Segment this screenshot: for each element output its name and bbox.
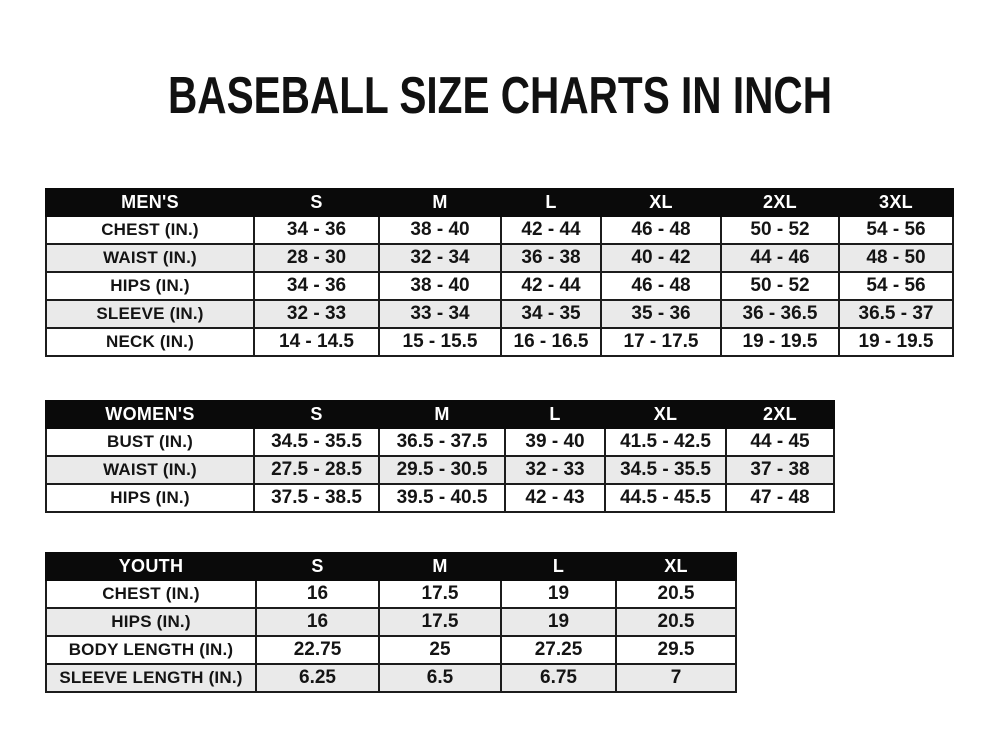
size-value-cell: 36.5 - 37.5 bbox=[379, 428, 505, 456]
size-value-cell: 6.25 bbox=[256, 664, 379, 692]
size-value-cell: 36 - 36.5 bbox=[721, 300, 839, 328]
row-label: NECK (IN.) bbox=[46, 328, 254, 356]
table-row bbox=[46, 216, 953, 244]
size-value-cell: 6.5 bbox=[379, 664, 501, 692]
size-value-cell: 42 - 43 bbox=[505, 484, 605, 512]
column-header-s: S bbox=[254, 189, 379, 216]
size-value-cell: 34.5 - 35.5 bbox=[254, 428, 379, 456]
size-value-cell: 40 - 42 bbox=[601, 244, 721, 272]
column-header-m: M bbox=[379, 189, 501, 216]
column-header-s: S bbox=[254, 401, 379, 428]
size-value-cell: 54 - 56 bbox=[839, 272, 953, 300]
column-header-2xl: 2XL bbox=[721, 189, 839, 216]
column-header-l: L bbox=[501, 189, 601, 216]
column-header-xl: XL bbox=[616, 553, 736, 580]
column-header-m: M bbox=[379, 553, 501, 580]
row-label: CHEST (IN.) bbox=[46, 216, 254, 244]
row-label: HIPS (IN.) bbox=[46, 608, 256, 636]
size-value-cell: 42 - 44 bbox=[501, 272, 601, 300]
row-label: BODY LENGTH (IN.) bbox=[46, 636, 256, 664]
table-row bbox=[46, 456, 834, 484]
size-value-cell: 46 - 48 bbox=[601, 272, 721, 300]
size-value-cell: 6.75 bbox=[501, 664, 616, 692]
size-value-cell: 50 - 52 bbox=[721, 272, 839, 300]
row-label: HIPS (IN.) bbox=[46, 272, 254, 300]
youth-header-row bbox=[46, 553, 736, 580]
size-value-cell: 44 - 45 bbox=[726, 428, 834, 456]
column-header-xl: XL bbox=[605, 401, 726, 428]
size-value-cell: 50 - 52 bbox=[721, 216, 839, 244]
row-label: HIPS (IN.) bbox=[46, 484, 254, 512]
row-label: WAIST (IN.) bbox=[46, 244, 254, 272]
youth-size-table bbox=[45, 552, 737, 693]
size-value-cell: 34.5 - 35.5 bbox=[605, 456, 726, 484]
size-value-cell: 37.5 - 38.5 bbox=[254, 484, 379, 512]
size-value-cell: 32 - 33 bbox=[254, 300, 379, 328]
size-value-cell: 19 - 19.5 bbox=[839, 328, 953, 356]
size-value-cell: 27.5 - 28.5 bbox=[254, 456, 379, 484]
table-row bbox=[46, 664, 736, 692]
size-value-cell: 22.75 bbox=[256, 636, 379, 664]
size-value-cell: 37 - 38 bbox=[726, 456, 834, 484]
row-label: WAIST (IN.) bbox=[46, 456, 254, 484]
table-row bbox=[46, 272, 953, 300]
column-header-l: L bbox=[501, 553, 616, 580]
size-value-cell: 32 - 33 bbox=[505, 456, 605, 484]
size-value-cell: 20.5 bbox=[616, 580, 736, 608]
size-value-cell: 48 - 50 bbox=[839, 244, 953, 272]
size-value-cell: 36 - 38 bbox=[501, 244, 601, 272]
size-value-cell: 14 - 14.5 bbox=[254, 328, 379, 356]
size-value-cell: 7 bbox=[616, 664, 736, 692]
size-value-cell: 16 bbox=[256, 580, 379, 608]
column-header-2xl: 2XL bbox=[726, 401, 834, 428]
size-value-cell: 27.25 bbox=[501, 636, 616, 664]
size-value-cell: 42 - 44 bbox=[501, 216, 601, 244]
youth-group-label: YOUTH bbox=[46, 553, 256, 580]
row-label: BUST (IN.) bbox=[46, 428, 254, 456]
size-value-cell: 38 - 40 bbox=[379, 272, 501, 300]
table-row bbox=[46, 484, 834, 512]
size-value-cell: 29.5 bbox=[616, 636, 736, 664]
table-row bbox=[46, 428, 834, 456]
page-title: BASEBALL SIZE CHARTS IN INCH bbox=[167, 67, 832, 125]
size-value-cell: 17 - 17.5 bbox=[601, 328, 721, 356]
column-header-xl: XL bbox=[601, 189, 721, 216]
size-value-cell: 19 bbox=[501, 580, 616, 608]
size-value-cell: 34 - 36 bbox=[254, 272, 379, 300]
size-value-cell: 33 - 34 bbox=[379, 300, 501, 328]
size-value-cell: 34 - 35 bbox=[501, 300, 601, 328]
size-value-cell: 44 - 46 bbox=[721, 244, 839, 272]
table-row bbox=[46, 300, 953, 328]
size-value-cell: 32 - 34 bbox=[379, 244, 501, 272]
size-value-cell: 15 - 15.5 bbox=[379, 328, 501, 356]
table-row bbox=[46, 608, 736, 636]
womens-group-label: WOMEN'S bbox=[46, 401, 254, 428]
size-value-cell: 36.5 - 37 bbox=[839, 300, 953, 328]
size-value-cell: 47 - 48 bbox=[726, 484, 834, 512]
table-row bbox=[46, 636, 736, 664]
column-header-m: M bbox=[379, 401, 505, 428]
size-value-cell: 16 - 16.5 bbox=[501, 328, 601, 356]
mens-group-label: MEN'S bbox=[46, 189, 254, 216]
size-value-cell: 17.5 bbox=[379, 580, 501, 608]
size-value-cell: 54 - 56 bbox=[839, 216, 953, 244]
table-row bbox=[46, 580, 736, 608]
size-value-cell: 20.5 bbox=[616, 608, 736, 636]
size-value-cell: 34 - 36 bbox=[254, 216, 379, 244]
size-value-cell: 38 - 40 bbox=[379, 216, 501, 244]
size-value-cell: 39 - 40 bbox=[505, 428, 605, 456]
mens-header-row bbox=[46, 189, 953, 216]
row-label: CHEST (IN.) bbox=[46, 580, 256, 608]
size-value-cell: 19 bbox=[501, 608, 616, 636]
mens-size-table bbox=[45, 188, 954, 357]
size-value-cell: 28 - 30 bbox=[254, 244, 379, 272]
size-value-cell: 19 - 19.5 bbox=[721, 328, 839, 356]
row-label: SLEEVE (IN.) bbox=[46, 300, 254, 328]
column-header-l: L bbox=[505, 401, 605, 428]
size-value-cell: 16 bbox=[256, 608, 379, 636]
size-value-cell: 17.5 bbox=[379, 608, 501, 636]
column-header-s: S bbox=[256, 553, 379, 580]
size-value-cell: 25 bbox=[379, 636, 501, 664]
size-value-cell: 29.5 - 30.5 bbox=[379, 456, 505, 484]
size-value-cell: 44.5 - 45.5 bbox=[605, 484, 726, 512]
womens-size-table bbox=[45, 400, 835, 513]
size-value-cell: 46 - 48 bbox=[601, 216, 721, 244]
size-value-cell: 39.5 - 40.5 bbox=[379, 484, 505, 512]
size-value-cell: 41.5 - 42.5 bbox=[605, 428, 726, 456]
row-label: SLEEVE LENGTH (IN.) bbox=[46, 664, 256, 692]
womens-header-row bbox=[46, 401, 834, 428]
size-value-cell: 35 - 36 bbox=[601, 300, 721, 328]
table-row bbox=[46, 244, 953, 272]
column-header-3xl: 3XL bbox=[839, 189, 953, 216]
table-row bbox=[46, 328, 953, 356]
